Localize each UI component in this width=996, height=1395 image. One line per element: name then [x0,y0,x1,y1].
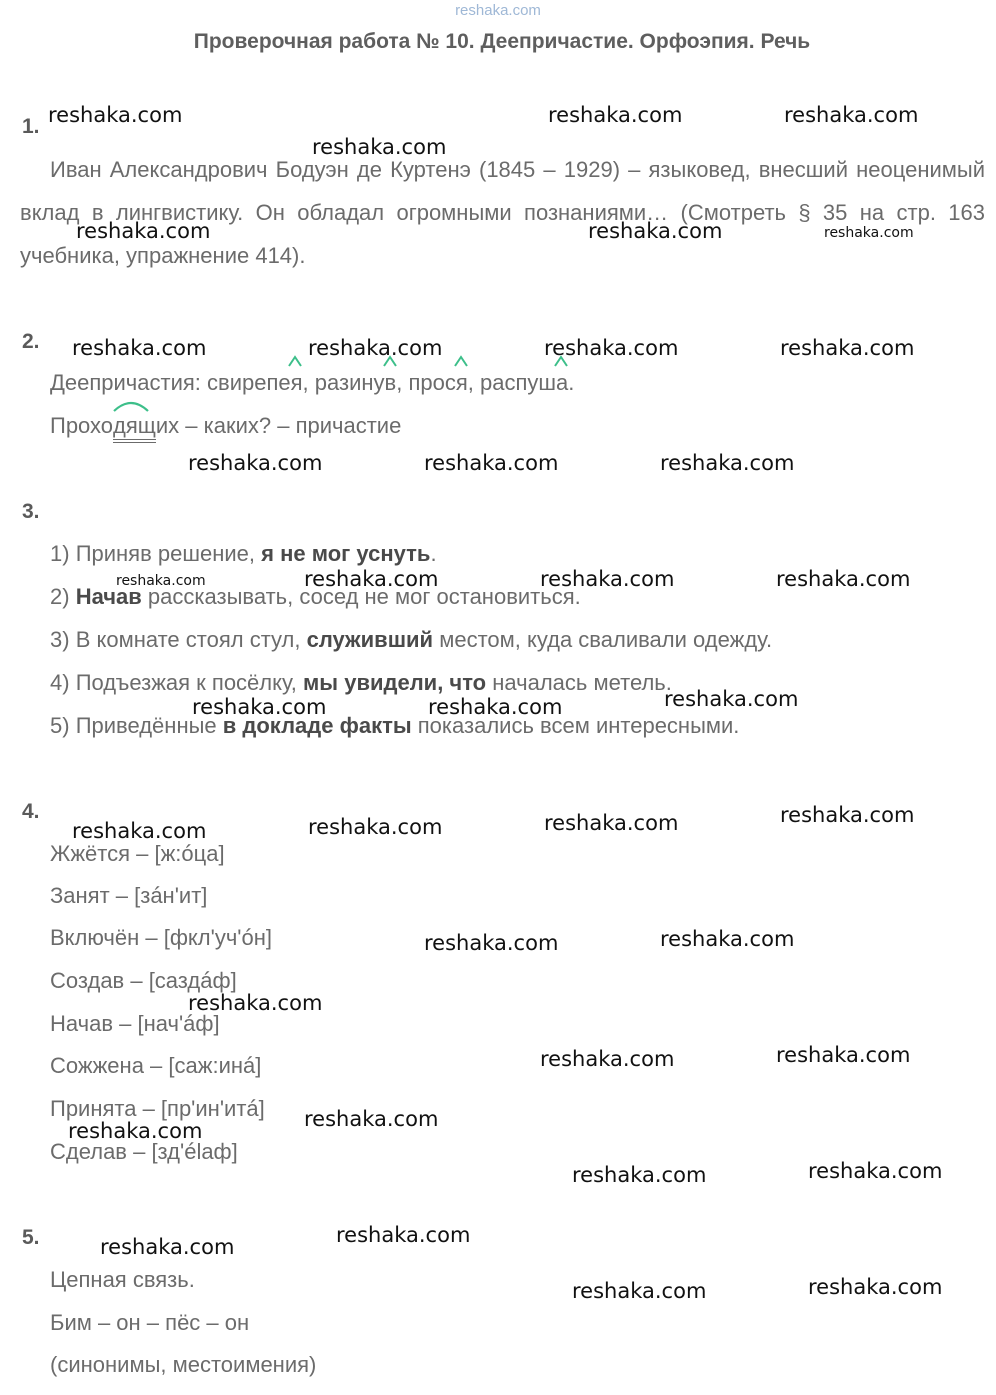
watermark: reshaka.com [48,103,183,127]
watermark: reshaka.com [664,687,799,711]
page-title: Проверочная работа № 10. Деепричастие. Орфоэпия. Речь [193,30,811,53]
task-3-item: 1) Приняв решение, я не мог уснуть. [50,541,437,566]
task-3-item: 4) Подъезжая к посёлку, мы увидели, что началась метель. [50,670,672,695]
watermark: reshaka.com [188,991,323,1015]
task-5-line: (синонимы, местоимения) [50,1352,317,1377]
watermark: reshaka.com [192,695,327,719]
watermark: reshaka.com [304,567,439,591]
task-5-line: Цепная связь. [50,1267,195,1292]
transcription-item: Начав – [нач'áф] [50,1011,220,1036]
watermark: reshaka.com [780,336,915,360]
watermark: reshaka.com [540,1047,675,1071]
watermark: reshaka.com [660,451,795,475]
task-2-number: 2. [22,330,40,353]
suffix-caret-icon [453,354,469,368]
task-5-line: Бим – он – пёс – он [50,1310,250,1335]
watermark: reshaka.com [824,225,914,241]
transcription-item: Сожжена – [саж:инá] [50,1053,262,1078]
watermark: reshaka.com [540,567,675,591]
suffix-arc-icon [111,397,151,413]
watermark: reshaka.com [68,1119,203,1143]
watermark: reshaka.com [808,1159,943,1183]
watermark: reshaka.com [548,103,683,127]
watermark: reshaka.com [336,1223,471,1247]
watermark: reshaka.com [116,573,206,589]
task-3-number: 3. [22,500,40,523]
watermark: reshaka.com [308,815,443,839]
task-1-text: Иван Александрович Бодуэн де Куртенэ (1845 – 1929) – языковед, внесший неоценимый вклад в лингвистику. Он обладал огромными познаниями… (Смотреть § 35 на стр. 163 учебника, упражнение 414). [20,157,985,268]
task-1-number: 1. [22,115,40,138]
watermark: reshaka.com [544,811,679,835]
watermark: reshaka.com [304,1107,439,1131]
transcription-item: Включён – [фкл'уч'óн] [50,925,272,950]
watermark: reshaka.com [424,451,559,475]
watermark: reshaka.com [100,1235,235,1259]
task-2-line-2: Прохо дящих – каких? – причастие [50,413,401,439]
watermark: reshaka.com [588,219,723,243]
site-link-top[interactable]: reshaka.com [455,2,541,19]
watermark: reshaka.com [428,695,563,719]
watermark: reshaka.com [808,1275,943,1299]
transcription-item: Занят – [зáн'ит] [50,883,208,908]
transcription-item: Сделав – [зд'élаф] [50,1139,238,1164]
watermark: reshaka.com [660,927,795,951]
watermark: reshaka.com [780,803,915,827]
watermark: reshaka.com [784,103,919,127]
watermark: reshaka.com [188,451,323,475]
task-3-item: 2) Начав рассказывать, сосед не мог остановиться. [50,584,581,609]
watermark: reshaka.com [72,336,207,360]
watermark: reshaka.com [72,819,207,843]
task-2-line-1: Деепричастия: свирепе я, разину в, прос я, распуш а. [50,370,574,396]
watermark: reshaka.com [776,1043,911,1067]
watermark: reshaka.com [424,931,559,955]
watermark: reshaka.com [776,567,911,591]
watermark: reshaka.com [544,336,679,360]
task-4-number: 4. [22,800,40,823]
watermark: reshaka.com [312,135,447,159]
task-5-number: 5. [22,1226,40,1249]
task-3-item: 3) В комнате стоял стул, служивший местом, куда сваливали одежду. [50,627,773,652]
watermark: reshaka.com [308,336,443,360]
watermark: reshaka.com [572,1279,707,1303]
transcription-item: Создав – [саздáф] [50,968,237,993]
transcription-item: Жжётся – [ж:óца] [50,841,225,866]
suffix-caret-icon [287,354,303,368]
watermark: reshaka.com [76,219,211,243]
watermark: reshaka.com [572,1163,707,1187]
transcription-item: Принята – [пр'ин'итá] [50,1096,265,1121]
task-3-item: 5) Приведённые в докладе факты показались всем интересными. [50,713,740,738]
